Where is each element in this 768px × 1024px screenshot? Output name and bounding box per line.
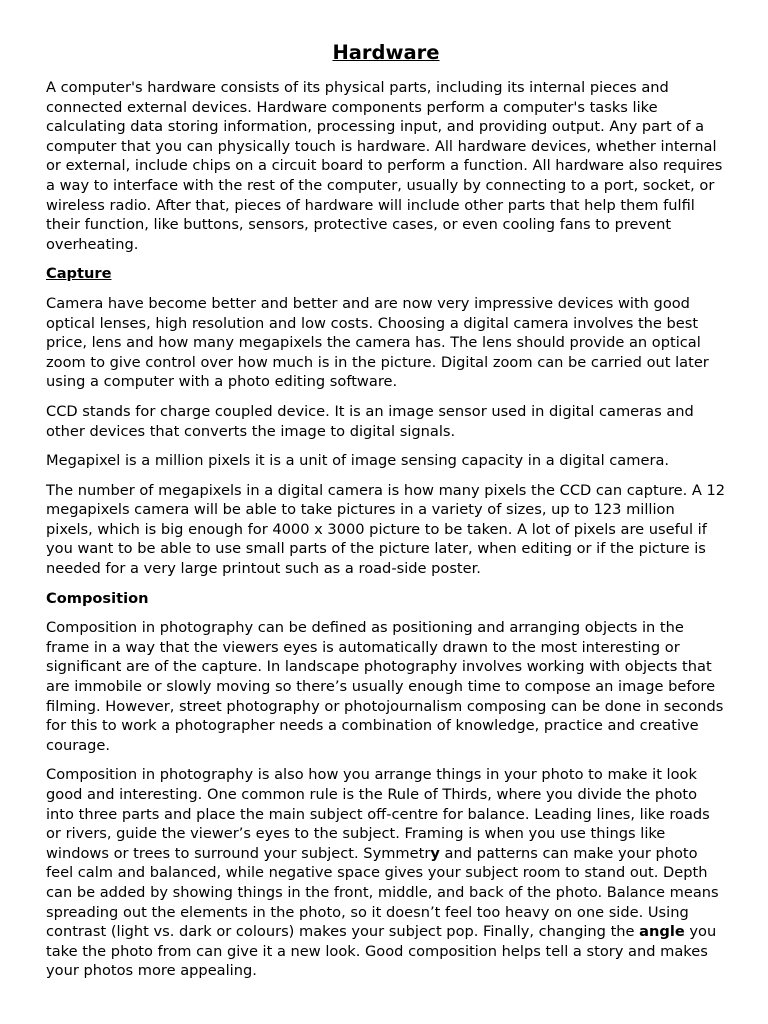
composition-text-c: and patterns can make your photo feel calm and balanced, while negative space gives your subject room to stand out. Depth can be added by showing things in the front, middle, and back of the photo. Balance means spreading out the elements in the photo, so it doesn’t feel too heavy on one side. Using contrast (light vs. dark or colours) makes your subject pop. Finally, changing the (46, 844, 719, 941)
composition-text-e: you take the photo from can give it a new look. Good composition helps tell a story and makes your photos more appealing. (46, 923, 717, 980)
intro-paragraph: A computer's hardware consists of its physical parts, including its internal pieces and connected external devices. Hardware components perform a computer's tasks like calculating data storing information, processing input, and providing output. Any part of a computer that you can physically touch is hardware. All hardware devices, whether internal or external, include chips on a circuit board to perform a function. All hardware also requires a way to interface with the rest of the computer, usually by connecting to a port, socket, or wireless radio. After that, pieces of hardware will include other parts that help them fulfil their function, like buttons, sensors, protective cases, or even cooling fans to prevent overheating. (46, 79, 723, 253)
composition-bold-angle: angle (639, 923, 685, 941)
capture-paragraph-1: Camera have become better and better and are now very impressive devices with good optical lenses, high resolution and low costs. Choosing a digital camera involves the best price, lens and how many megapixels the camera has. The lens should provide an optical zoom to give control over how much is in the picture. Digital zoom can be carried out later using a computer with a photo editing software. (46, 294, 709, 391)
composition-paragraph-2 (46, 765, 726, 981)
document-page (46, 38, 726, 991)
capture-paragraph-3: Megapixel is a million pixels it is a unit of image sensing capacity in a digital camera. (46, 452, 670, 470)
capture-heading: Capture (46, 265, 112, 283)
capture-paragraph-4: The number of megapixels in a digital camera is how many pixels the CCD can capture. A 12 megapixels camera will be able to take pictures in a variety of sizes, up to 123 million pixels, which is big enough for 4000 x 3000 picture to be taken. A lot of pixels are useful if you want to be able to use small parts of the picture later, when editing or if the picture is needed for a very large printout such as a road-side poster. (46, 481, 726, 578)
page-title: Hardware (332, 41, 440, 64)
composition-bold-y: y (430, 844, 440, 862)
capture-paragraph-2: CCD stands for charge coupled device. It is an image sensor used in digital cameras and other devices that converts the image to digital signals. (46, 402, 694, 440)
composition-heading: Composition (46, 589, 149, 607)
composition-text-a: Composition in photography is also how you arrange things in your photo to make it look good and interesting. One common rule is the Rule of Thirds, where you divide the photo into three parts and place the main subject off-centre for balance. Leading lines, like roads or rivers, guide the viewer’s eyes to the subject. Framing is when you use things like windows or trees to surround your subject. Symmetr (46, 766, 710, 862)
composition-paragraph-1: Composition in photography can be defined as positioning and arranging objects in the frame in a way that the viewers eyes is automatically drawn to the most interesting or significant are of the capture. In landscape photography involves working with objects that are immobile or slowly moving so there’s usually enough time to compose an image before filming. However, street photography or photojournalism composing can be done in seconds for this to work a photographer needs a combination of knowledge, practice and creative courage. (46, 619, 724, 754)
